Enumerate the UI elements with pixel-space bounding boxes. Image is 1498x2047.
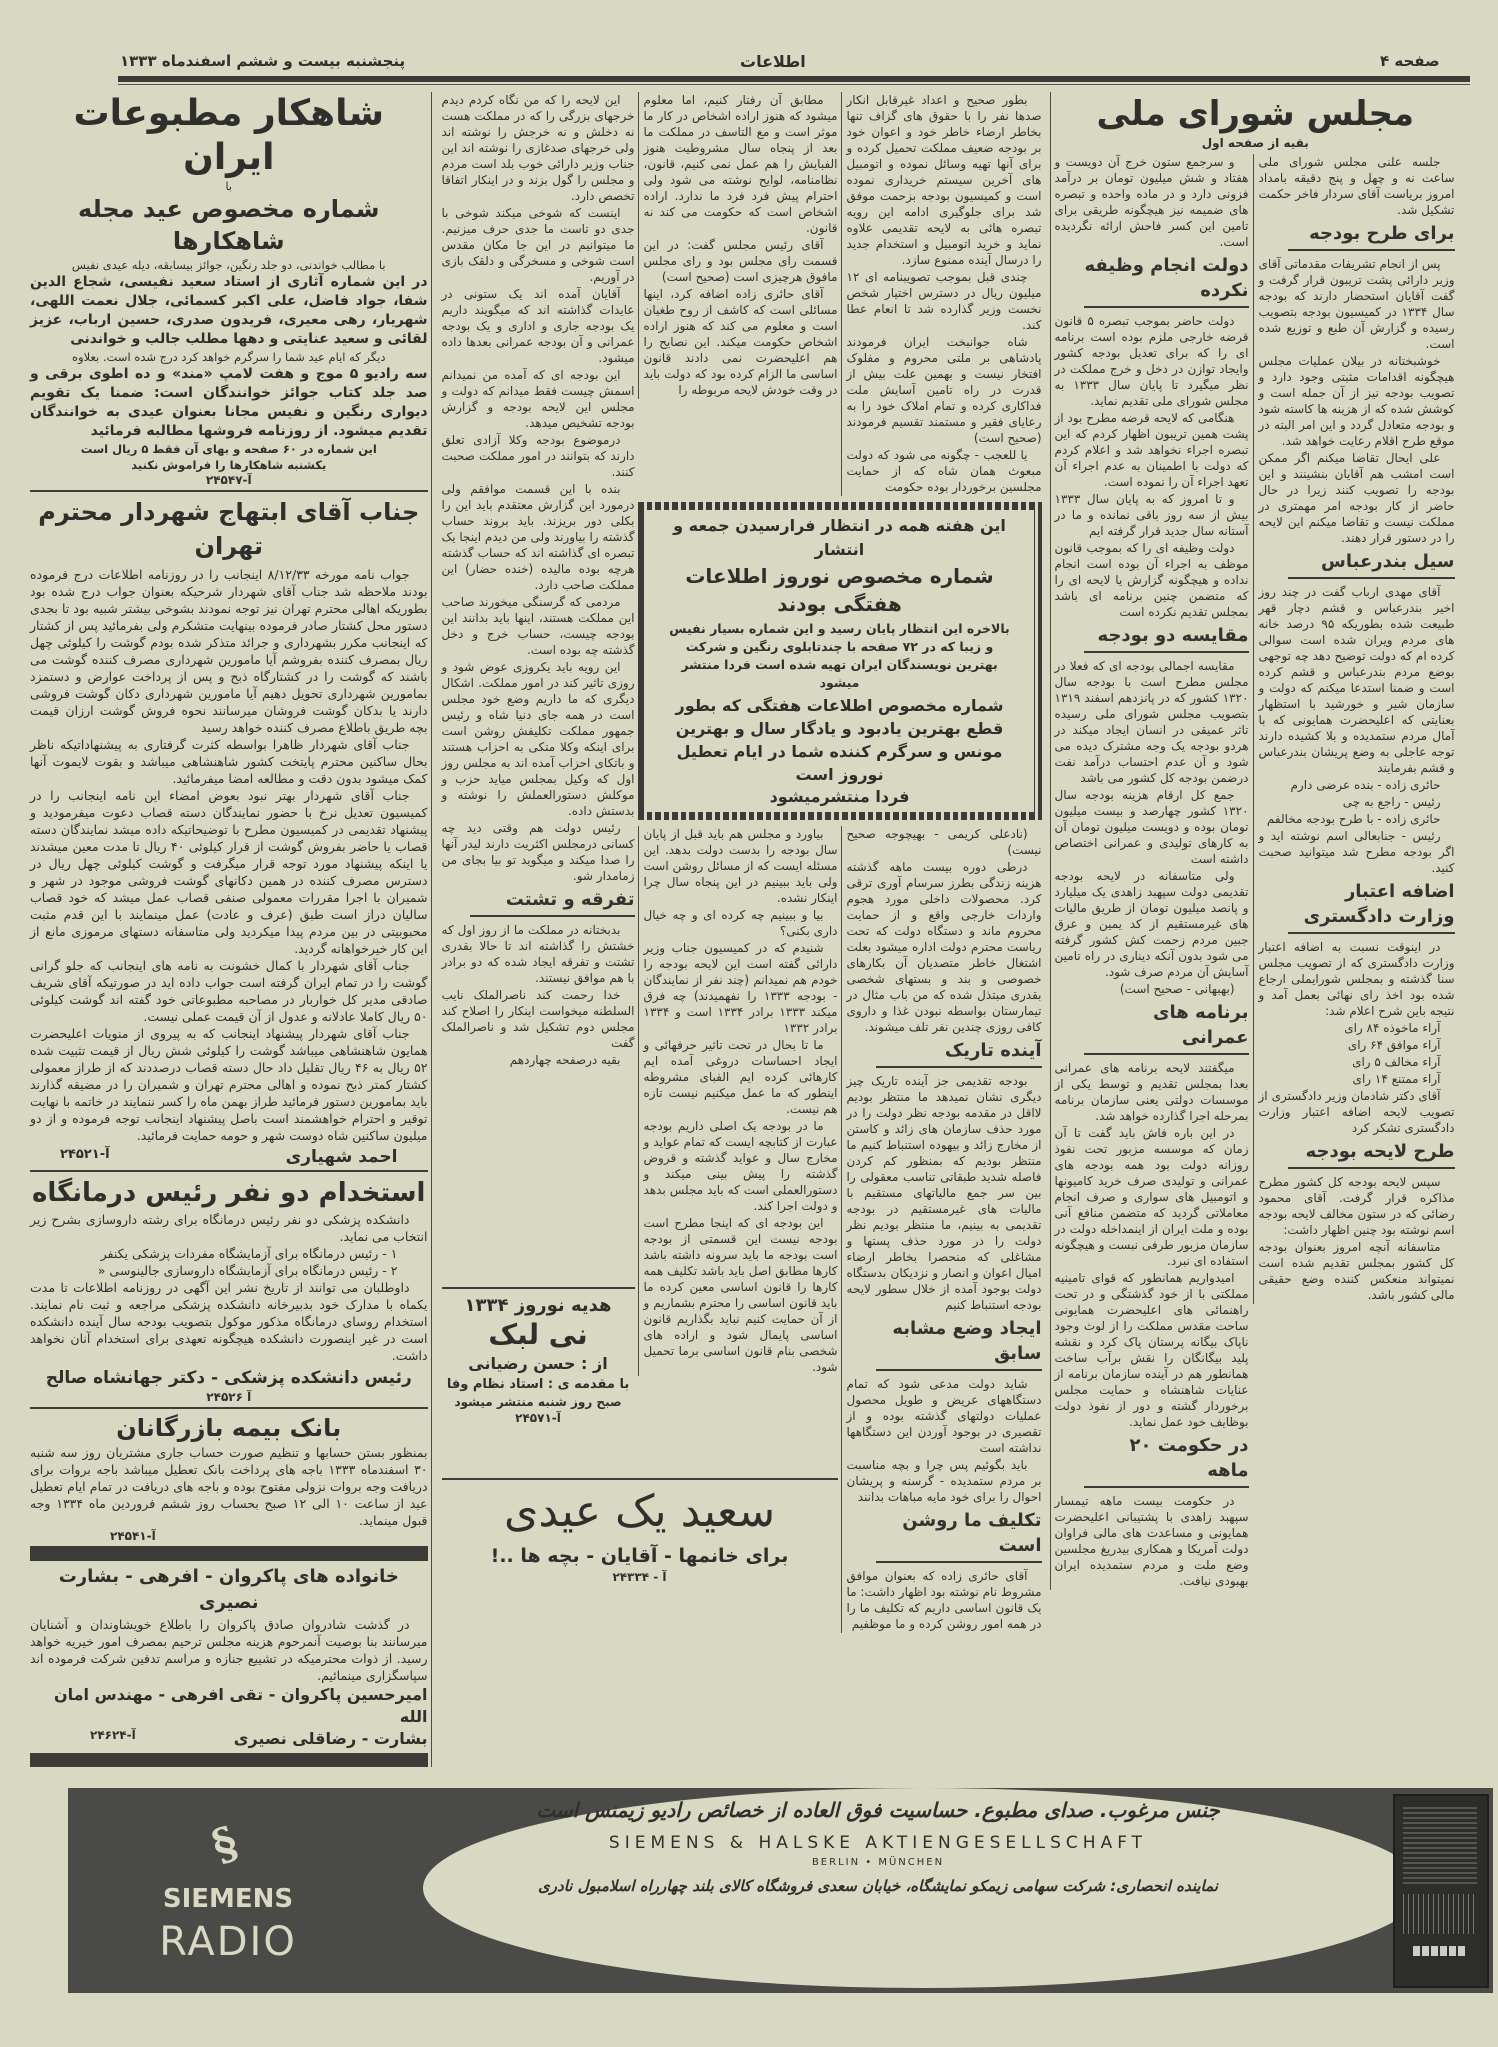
- article-paragraph: رئیس دولت هم وقتی دید چه کسانی درمجلس اکثریت دارند لیدر آنها را صدا میکند و میگوید تو بیا بجای من زمامدار شو.: [441, 821, 635, 883]
- article-paragraph: دولت وظیفه ای را که بموجب قانون موظف به اجراء آن بوده است انجام نداده و هیچگونه گزارش یا لایحه ای را که متضمن چنین برنامه ای باشد بمجلس تقدیم نکرده است: [1054, 541, 1249, 619]
- condolence-ad: [30, 1564, 428, 1750]
- article-column: [442, 92, 635, 1069]
- ney-date: صبح روز شنبه منتشر میشود: [454, 1395, 622, 1409]
- saeed-title: سعید یک عیدی: [503, 1486, 776, 1537]
- article-column: [1253, 154, 1455, 1304]
- issue-date: پنجشنبه بیست و ششم اسفندماه ۱۳۳۳: [120, 52, 406, 70]
- shahkar-with: با: [225, 180, 232, 193]
- weekly-special-announcement-box: [638, 502, 1042, 820]
- ad-code: آ-۲۴۵۲۱: [60, 1147, 110, 1162]
- shahkar-subtitle: شماره مخصوص عید مجله شاهکارها: [78, 195, 380, 255]
- article-paragraph: علی ایحال تقاضا میکنم اگر ممکن است امشب هم آقایان بنشینند و این بودجه را تصویب کنند زیرا در حال حاضر از کار بودجه امر مهمتری در مملکت نیست و تقاضا میکنم این لایحه را در دستور قرار دهند.: [1258, 451, 1455, 545]
- saeed-gift-ad: [442, 1478, 838, 1584]
- shahkar-ad: [30, 92, 428, 487]
- letter-paragraph: جناب آقای شهردار پیشنهاد اینجانب که به پیروی از منویات اعلیحضرت همایون شاهنشاهی میباشد گوشت را کیلوئی شش ریال از قیمت تثبیت شده ۵۲ ریال به ۴۶ ریال تقلیل داد حال دسته قصاب درصددند که از طراز معمولی کشتار کمتر ذبح نموده و اهالی محترم تهران و شمیران را در مضیقه گذارند باید بمامورین دستور فرمائید طراز بهمن ماه را کسر ننمایند در خاتمه با نهایت توقیر و احترام خواهشمند است باصل پیشنهاد اینجانب توجه فرموده و از دو میلیون ساکنین شاه دوست شهر و حومه حمایت فرمائید.: [30, 1026, 428, 1143]
- article-paragraph: امیدواریم همانطور که قوای تامینیه مملکتی با از خود گذشتگی و در تحت راهنمائی های اعلیحضرت همایونی ساحت مقدس مملکت را از لوث وجود ناپاک بیگانه پرستان پاک کرد و نقشه پلید بیگانگان را نقش برآب ساخت همانطور هم در آینده سازمان برنامه از عنایات شاهنشاه و حمایت مجلس برخوردار گشته و دور از نفوذ دولت بوظایف خود عمل نماید.: [1054, 1271, 1249, 1429]
- article-paragraph: آقای حائری زاده اضافه کرد، اینها مسائلی است که کاشف از روح طغیان است و معلوم می کند که هنوز اراده اشخاص حکومت میکند. این نصایح را هم اعلیحضرت نمی دادند قانون اساسی ما الزام کرده بود که دولت باید در وقت خودش لایحه مربوطه را: [643, 287, 838, 397]
- letter-paragraph: جواب نامه مورخه ۸/۱۲/۳۳ اینجانب را در روزنامه اطلاعات درج فرموده بودند ملاحظه شد جناب آقای شهردار شرحیکه بعنوان جواب درج شده بود بطوریکه اهالی محترم تهران نیز توجه نمودند بشوخی بیشتر شبیه بود تا بجدی دستور محل کشتار صادر فرموده بینهایت متشکرم ولی بفرمائید پس از کشتار که اینجانب مکرر بشهرداری و جرائد متذکر شده بودم گوشت را کیلوئی چهل ریال بمصرف کننده بفروشم آیا مامورین شهرداری مصرف کننده گوشت می باشند که گوشت را در کشتارگاه ذبح و پس از پرداخت عوارض و دستمزد بمامورین شهرداری تحویل دهیم آیا مامورین شهرداری دکان گوشت فروشی دارند یا بدکان گوشت فروشان میرسانند نحوه فروش گوشت ارزان قیمت بچه طریق باطلاع مصرف کننده خواهد رسید: [30, 567, 428, 735]
- section-heading: آینده تاریک: [876, 1038, 1042, 1068]
- article-paragraph: میگفتند لایحه برنامه های عمرانی بعدا بمجلس تقدیم و توسط یکی از موسسات دولتی یعنی سازمان برنامه بمرحله اجرا گذارده خواهد شد.: [1054, 1061, 1249, 1123]
- article-paragraph: سپس لایحه بودجه کل کشور مطرح مذاکره قرار گرفت. آقای محمود رضائی که در ستون مخالف لایحه بودجه اسم نوشته بود چنین اظهار داشت:: [1258, 1175, 1455, 1237]
- shahkar-body1: در این شماره آثاری از استاد سعید نفیسی، شجاع الدین شفا، جواد فاضل، علی اکبر کسمائی، جلال نعمت اللهی، شهریار، رهی معیری، فریدون صدری، حسین ارباب، عزیز لقائی و سعید عنایتی و دهها مطلب جالب و خواندنی: [30, 274, 428, 347]
- middle-columns: [442, 92, 1042, 1633]
- ney-title: نی لبک: [488, 1318, 588, 1351]
- section-heading: ایجاد وضع مشابه سابق: [876, 1316, 1042, 1371]
- condolence-body: در گذشت شادروان صادق پاکروان را باطلاع خویشاوندان و آشنایان میرسانند بنا بوصیت آنمرحوم هزینه مجلس ترحیم بمصرف امور خیریه خواهد رسید. از ذوات محترمیکه در تشییع جنازه و مراسم تدفین شرکت فرموده اند سپاسگزاری مینمائیم.: [30, 1617, 428, 1683]
- article-paragraph: شاه جوانبخت ایران فرمودند پادشاهی بر ملتی محروم و مفلوک افتخار نیست و بهمین علت بیش از قدرت در راه تامین آسایش ملت فداکاری کرده و تمام املاک خود را به رعایای فقیر و مستمند تقسیم فرمودند (صحیح است): [846, 335, 1042, 445]
- clinic-title: استخدام دو نفر رئیس درمانگاه: [32, 1178, 426, 1208]
- article-paragraph: و سرجمع ستون خرج آن دویست و هفتاد و شش میلیون تومان بر درآمد فزونی دارد و در ماده واحده و تبصره های ضمیمه نیز هیچگونه طریقی برای تامین این کسر فاحش ارائه نگردیده است.: [1054, 155, 1249, 249]
- article-paragraph: (بهبهانی - صحیح است): [1119, 982, 1235, 996]
- article-paragraph: درطی دوره بیست ماهه گذشته هزینه زندگی بطرز سرسام آوری ترقی کرد. محصولات داخلی مورد هجوم واردات خارجی واقع و از حمایت محروم ماند و دستگاه دولت که تحت ریاست محترم دولت اداره میشود بعلت اشتغال خاطر متصدیان آن بکارهای خصوصی و بند و بستهای شخصی بقدری مبتذل شده که من باب مثال در تیمارستان بواسطه نبودن غذا و داروی کافی روزی چندین نفر تلف میشوند.: [846, 860, 1042, 1034]
- article-paragraph: جمع کل ارقام هزینه بودجه سال ۱۳۲۰ کشور چهارصد و بیست میلیون تومان بوده و دویست میلیون تومان آن به کارهای تولیدی و عمرانی اختصاص داشته است: [1054, 788, 1249, 866]
- article-paragraph: آقای رئیس مجلس گفت: در این قسمت رای مجلس بود و رای مجلس مافوق هرچیزی است (صحیح است): [643, 238, 838, 284]
- section-heading: دولت انجام وظیفه نکرده: [1084, 253, 1249, 308]
- letter-paragraph: جناب آقای شهردار با کمال خشونت به نامه های اینجانب که جلو گرانی گوشت را در تمام ایران گرفته است جواب داده اید در صورتیکه آقای شریف صادقی مدیر کل خواربار در مصاحبه مطبوعاتی خود گفته اند گوشت کیلوئی ۵۰ ریال کاملا عادلانه و عدول از آن قیمت عملی نیست.: [30, 958, 428, 1024]
- section-heading: در حکومت ۲۰ ماهه: [1084, 1433, 1249, 1488]
- siemens-logo-icon: §: [205, 1816, 245, 1873]
- article-paragraph: این لایحه را که من نگاه کردم دیدم خرجهای بزرگی را که در مملکت هست نه دخلش و نه خرجش را نوشته اند ولی خرجهای صدغازی را نوشته اند این جناب وزیر دارائی خوب بلد است مردم و مجلس را گول بزند و در اینکار اتفاقا تخصص دارد.: [441, 93, 635, 203]
- ad-code: آ-۲۴۵۴۱: [110, 1529, 156, 1543]
- article-paragraph: اینست که شوخی میکند شوخی با جدی دو تاست ما جدی حرف میزنیم. ما میتوانیم در این جا مکان مقدس است شوخی و مسخرگی و دلقک بازی در آوریم.: [441, 206, 635, 284]
- article-paragraph: بیا و ببینیم چه کرده ای و چه خیال داری بکنی؟: [643, 908, 838, 938]
- article-paragraph: در این باره فاش باید گفت تا آن زمان که موسسه مزبور تحت نفوذ روزانه دولت بود همه بودجه های عمرانی و تولیدی صرف خرید کامیونها و اتومبیل های سواری و صرف انجام معاملاتی گردید که متضمن منافع آنی بوده و ملت ایران از اینمداخله دولت در سازمان مزبور طرفی نبست و هیچگونه استفاده ای نبرد.: [1054, 1126, 1249, 1268]
- article-paragraph: و تا امروز که به پایان سال ۱۳۳۳ بیش از سه روز باقی نمانده و ما در آستانه سال جدید قرار گرفته ایم: [1054, 492, 1249, 538]
- condolence-signature: امیرحسین پاکروان - تقی افرهی - مهندس امان الله: [53, 1685, 428, 1726]
- clinic-item: ۲ - رئیس درمانگاه برای آزمایشگاه داروسازی جالینوسی «: [97, 1263, 398, 1278]
- saeed-tagline: برای خانمها - آقایان - بچه ها ..!: [490, 1545, 789, 1567]
- article-paragraph: آراء ممتنع ۱۴ رای: [1352, 1072, 1441, 1086]
- box-line1: این هفته همه در انتظار فرارسیدن جمعه و انتشار: [673, 516, 1006, 559]
- parliament-report: [1050, 92, 1456, 1590]
- article-paragraph: آقای حائری زاده که بعنوان موافق مشروط نام نوشته بود اظهار داشت: ما یک قانون اساسی داریم که تکلیف ما را در همه امور روشن کرده و ما موظفیم: [846, 1569, 1042, 1631]
- article-paragraph: بنده با این قسمت موافقم ولی درمورد این گزارش معتقدم باید این را بکلی دور بریزند. باید بروند حساب گذشته را بیاورند ولی من دیدم اینجا یک تبصره ای گذاشته اند که حساب گذشته هرچه بوده مالیده (خنده حضار) این مملکت صاحب دارد.: [441, 482, 635, 592]
- article-paragraph: (نادعلی کریمی - بهیچوجه صحیح نیست): [846, 827, 1042, 857]
- masthead: [0, 0, 1498, 92]
- section-heading: تکلیف ما روشن است: [876, 1508, 1042, 1563]
- ebtehaj-letter-ad: [30, 495, 428, 1167]
- article-paragraph: بطور صحیح و اعداد غیرقابل انکار صدها نفر را با حقوق های گزاف تنها بخاطر ارضاء خاطر خود و اعوان خود بر بودجه ضعیف مملکت تحمیل کرده و برای آنها تهیه وسائل نموده و اتومبیل های آخرین سیستم خریداری نموده است و کمیسیون بودجه بزحمت موفق شد برای جلوگیری ادامه این رویه تبصره هائی به لایحه تقدیمی علاوه نماید و خرید اتومبیل و استخدام جدید را درسال آینده ممنوع سازد.: [846, 93, 1042, 267]
- siemens-headline: جنس مرغوب. صدای مطبوع. حساسیت فوق العاده از خصائص رادیو زیمنس است: [536, 1798, 1220, 1822]
- siemens-text-block: [488, 1796, 1268, 1897]
- article-paragraph: هنگامی که لایحه قرضه مطرح بود از پشت همین تریبون اظهار کردم که این تبصره اجراء نخواهد شد و اعلام کردم که دولت با اطمینان به عدم اجراء آن تعهد اجراء آن را نموده است.: [1054, 411, 1249, 489]
- box-body: بالاخره این انتظار پایان رسید و این شماره بسیار نفیس و زیبا که در ۷۲ صفحه با چندتابلوی رنگین و شرکت بهترین نویسندگان ایران تهیه شده است فردا منتشر میشود: [669, 621, 1010, 690]
- section-heading: مقایسه دو بودجه: [1084, 623, 1249, 653]
- ad-separator: [30, 1170, 428, 1172]
- siemens-radio-ad: [68, 1788, 1493, 1993]
- bank-title: بانک بیمه بازرگانان: [116, 1414, 342, 1442]
- shahkar-line2: دیگر که ایام عید شما را سرگرم خواهد کرد درج شده است. بعلاوه: [72, 350, 386, 364]
- clinic-body: داوطلبان می توانند از تاریخ نشر این آگهی در روزنامه اطلاعات تا مدت یکماه با مدارک خود بدبیرخانه دانشکده پزشکی مراجعه و ثبت نام نمایند. استخدام روسای درمانگاه مذکور موکول بتصویب بودجه سال آینده دانشکده است در غیر اینصورت دانشکده هیچگونه تعهدی برای استخدام آنان نخواهد داشت.: [30, 1280, 428, 1363]
- article-paragraph: ما تا بحال در تحت تاثیر حرفهائی و ایجاد احساسات دروغی آمده ایم کارهائی کرده ایم الفبای مشروطه اینطور که ما عمل میکنیم نیست تازه هم نیست.: [643, 1038, 838, 1116]
- article-column: [638, 826, 838, 1376]
- article-paragraph: بیاورد و مجلس هم باید قبل از پایان سال بودجه را بدست دولت بدهد. این مسئله ایست که از مسائل روشن است ولی باید ببینیم در این پنجاه سال چرا اینکار نشده.: [643, 827, 838, 905]
- black-separator-bar: [30, 1546, 428, 1561]
- ads-column: [30, 92, 432, 1767]
- section-heading: اضافه اعتبار وزارت دادگستری: [1288, 879, 1455, 934]
- section-heading: سیل بندرعباس: [1288, 549, 1455, 579]
- condolence-signature: بشارت - رضاقلی نصیری: [233, 1729, 428, 1748]
- article-paragraph: بودجه تقدیمی جز آینده تاریک چیز دیگری نشان نمیدهد ما منتظر بودیم لااقل در مقدمه بودجه نظر دولت را در مورد حذف سازمان های زائد و کاستن از مخارج زائد و بیهوده استنباط کنیم ما منتظر بودیم که بمنظور کم کردن فاصله شدید طبقاتی تناسب معقولی را بین سر جمع مالیاتهای مستقیم با مالیات های غیرمستقیم در بودجه تقدیمی به بینیم، ما منتظر بودیم نظر دولت را در مورد حذف پستها و مشاغلی که منحصرا بخاطر ارضاء امیال اعوان و انصار و نزدیکان بدستگاه دولت بوجود آمده از خلال سطور لایحه بودجه استنباط کنیم: [846, 1074, 1042, 1312]
- box-last-line: فردا منتشرمیشود: [769, 787, 910, 806]
- article-column: [1055, 154, 1249, 1590]
- box-line2: شماره مخصوص نوروز اطلاعات هفتگی بودند: [685, 564, 994, 616]
- article-paragraph: این بودجه ای که اینجا مطرح است بودجه نیست این قسمتی از بودجه است بودجه ما باید سرونه داشته باشد کارها مطابق اصل باید باشد تکلیف همه کارها را قانون اساسی معین کرده ما باید قانون اساسی را محترم بشماریم و از آن حمایت کنیم نباید بگذاریم قانون اساسی پایمال شود و اراده های شخصی بنام قانون اساسی برما تحمیل شود.: [643, 1216, 838, 1374]
- letter-paragraph: جناب آقای شهردار ظاهرا بواسطه کثرت گرفتاری به پیشنهاداتیکه ناظر بحال ساکنین محترم پایتخت کشور شاهنشاهی میباشد و بقوت لایموت آنها کمک میشود بدون دقت و مطالعه امضا میفرمائید.: [30, 737, 428, 786]
- shahkar-line4: یکشنبه شاهکارها را فراموش نکنید: [131, 458, 327, 472]
- article-paragraph: در اینوقت نسبت به اضافه اعتبار وزارت دادگستری که از تصویب مجلس سنا گذشته و بمجلس شورایملی ارجاع شده بود اخذ رای نهائی بعمل آمد و نتیجه باین شرح اعلام شد:: [1258, 940, 1455, 1018]
- black-separator-bar: [30, 1753, 428, 1767]
- clinic-hiring-ad: [30, 1175, 428, 1404]
- ebtehaj-title: جناب آقای ابتهاج شهردار محترم تهران: [38, 498, 420, 560]
- article-paragraph: آراء موافق ۶۴ رای: [1347, 1038, 1441, 1052]
- article-column: [841, 92, 1042, 496]
- article-paragraph: حائری زاده - بنده عرضی دارم: [1290, 778, 1441, 792]
- article-paragraph: یا للعجب - چگونه می شود که دولت مبعوث همان شاه که از حمایت مجلسین برخوردار بوده حکومت: [846, 448, 1042, 494]
- article-paragraph: رئیس - راجع به چی: [1342, 795, 1441, 809]
- article-paragraph: جلسه علنی مجلس شورای ملی ساعت نه و چهل و پنج دقیقه بامداد امروز بریاست آقای سردار فاخر حکمت تشکیل شد.: [1258, 155, 1455, 217]
- article-paragraph: مقایسه اجمالی بودجه ای که فعلا در مجلس مطرح است با بودجه سال ۱۳۲۰ کشور که در پانزدهم اسفند ۱۳۱۹ بتصویب مجلس شورای ملی رسیده تاثر عمیقی در انسان ایجاد میکند در هردو بودجه یک وجه مشترک دیده می شود و آن عدم احتساب درآمد نفت درضمن بودجه کل کشور می باشد: [1054, 659, 1249, 785]
- article-column: [638, 92, 838, 399]
- siemens-agent: نماینده انحصاری: شرکت سهامی زیمکو نمایشگاه، خیابان سعدی فروشگاه کالای بلند چهارراه اسلامبول نادری: [538, 1877, 1218, 1895]
- newspaper-name: اطلاعات: [740, 52, 806, 71]
- article-paragraph: شاید دولت مدعی شود که تمام دستگاههای عریض و طویل محصول عملیات دولتهای گذشته بوده و از تقصیری در بوجود آوردن این دستگاهها نداشته است: [846, 1377, 1042, 1455]
- article-paragraph: چندی قبل بموجب تصویبنامه ای ۱۲ میلیون ریال در دسترس اختیار شخص نخست وزیر گذارده شد تا انعام عطا کند.: [846, 270, 1042, 332]
- article-paragraph: در حکومت بیست ماهه تیمسار سپهبد زاهدی با پشتیبانی اعلیحضرت همایونی و مساعدت های مالی فراوان دولت آمریکا و همکاری بیدریغ مجلسین وضع ملت و مردم ستمدیده ایران بهبودی نیافت.: [1054, 1494, 1249, 1588]
- article-paragraph: آقای مهدی ارباب گفت در چند روز اخیر بندرعباس و قشم دچار قهر طبیعت شده بطوریکه ۹۵ درصد خانه های مردم ویران شده است سوالی کرده ام که دولت توضیح دهد چه توجهی بوضع مردم بندرعباس و قشم کرده است و ضمنا استدعا میکنم که دولت و سازمان شیر و خورشید با استظهار بعنایتی که اعلیحضرت همایونی که با آمال مردم ستمدیده و بلا کشیده دارند توجه عاجلی به وضع پریشان بندرعباس و قشم بفرمایند: [1258, 585, 1455, 775]
- majlis-header: [1055, 92, 1456, 150]
- article-paragraph: باید بگوئیم پس چرا و بچه مناسبت بر مردم ستمدیده - گرسنه و پریشان احوال را برای خود مایه مباهات بدانند: [846, 1458, 1042, 1504]
- ad-separator: [30, 1407, 428, 1409]
- shahkar-body2: سه رادیو ۵ موج و هفت لامپ «مند» و ده اطوی برقی و صد جلد کتاب جوائز خوانندگان است: ضمنا یک تقویم دیواری رنگین و نفیس مجانا بعنوان عیدی به خوانندگان تقدیم میشود. از روزنامه فروشها مطالبه فرمائید: [30, 366, 428, 439]
- article-paragraph: خدا رحمت کند ناصرالملک نایب السلطنه میخواست اینکار را اصلاح کند مجلس دوم تشکیل شد و ناصرالملک گفت: [441, 988, 635, 1050]
- bank-notice-ad: [30, 1412, 428, 1543]
- article-paragraph: ما در بودجه یک اصلی داریم بودجه عبارت از کتابچه ایست که تمام عواید و مخارج سال و عواید گذشته و قروض گذشته را پیش بینی میکند و دستورالعملی است که باید مجلس بدهد و دولت اجرا کند.: [643, 1119, 838, 1213]
- clinic-item: ۱ - رئیس درمانگاه برای آزمایشگاه مفردات پزشکی یکنفر: [100, 1246, 398, 1261]
- siemens-cities: BERLIN • MÜNCHEN: [811, 1857, 945, 1868]
- bank-body: بمنظور بستن حسابها و تنظیم صورت حساب جاری مشتریان روز سه شنبه ۳۰ اسفندماه ۱۳۳۳ باجه های پرداخت بانک تعطیل میباشد باجه بروات برای دریافت وجه بروات نزولی مفتوح بوده و باجه های دریافت در تمام ایام تعطیل عید از ساعت ۱۰ الی ۱۲ صبح بحساب روز ششم فروردین ماه ۱۳۳۴ وجه قبول مینماید.: [30, 1445, 428, 1528]
- article-paragraph: مطابق آن رفتار کنیم، اما معلوم میشود که هنوز اراده اشخاص در کار ما موثر است و مع التاسف در مملکت ما بعد از پنجاه سال مشروطیت هنوز الفبایش را هم عمل نمی کنیم، قانون، نظامنامه، لوایح نوشته می شود ولی احترام پیش فرد فرد ما ندارد. اراده اشخاص است که حکومت می کند نه قانون.: [643, 93, 838, 235]
- clinic-signature: رئیس دانشکده پزشکی - دکتر جهانشاه صالح: [45, 1368, 412, 1388]
- section-heading: تفرقه و تشتت: [470, 887, 634, 917]
- siemens-product: RADIO: [159, 1919, 297, 1965]
- article-paragraph: درموضوع بودجه وکلا آزادی تعلق دارند که بتوانند در امور مملکت صحبت کنند.: [441, 433, 635, 479]
- ney-author: از : حسن رضیانی: [468, 1354, 608, 1373]
- ney-gift-line: هدیه نوروز ۱۳۳۴: [464, 1295, 612, 1316]
- ad-code: آ-۲۴۵۷۱: [515, 1411, 561, 1425]
- masthead-rule: [118, 76, 1470, 82]
- condolence-title: خانواده های پاکروان - افرهی - بشارت نصیری: [58, 1566, 399, 1613]
- section-heading: برنامه های عمرانی: [1084, 1000, 1249, 1055]
- letter-paragraph: جناب آقای شهردار بهتر نبود بعوض امضاء این نامه اینجانب را در کمیسیون تعدیل نرخ با حضور نمایندگان دسته قصاب دعوت میفرمودید و پیشنهاد تقدیمی در کمیسیون مطرح با توضیحاتیکه داده میشد نمایندگان دسته قصاب یا حاضر بفروش گوشت از قرار کیلوئی ۴۰ ریال تا مدت معین میشدند یا اینکه پیشنهاد مورد توجه قرار میگرفت و گوشت کیلوئی چهل ریال در دسترس مصرف کننده در همین دکانهای گوشت فروشی موجود در شهر و شمیران با اجرا مقررات معمولی صنفی قصاب عمل میشد که خود قصاب سالیان دراز است طبق (عرف و عادت) عمل مینمایند با این قدم مثبت محبوبیتی در بین مردم پیدا میکردید ولی متاسفانه دستهای مرموزی مانع از این کار خیرخواهانه گردید.: [30, 788, 428, 956]
- ad-code: آ-۲۴۶۲۴: [90, 1728, 136, 1742]
- shahkar-line1: با مطالب خواندنی، دو جلد رنگین، جوائز بیسابقه، دیله عیدی نفیس: [71, 258, 386, 272]
- radio-illustration-icon: [1393, 1794, 1489, 1988]
- article-paragraph: رئیس - جنابعالی اسم نوشته اید و اگر بودجه مطرح شد میتوانید صحبت کنید.: [1258, 829, 1455, 875]
- article-paragraph: آراء مخالف ۵ رای: [1352, 1055, 1441, 1069]
- article-paragraph: آقایان آمده اند یک ستونی در عایدات گذاشته اند که میگویند داریم یک بودجه جاری و اداری و یک بودجه عمرانی و آن بودجه عمرانی بعدها داده میشود.: [441, 287, 635, 365]
- section-heading: برای طرح بودجه: [1288, 221, 1455, 251]
- shahkar-title: شاهکار مطبوعات ایران: [73, 93, 384, 178]
- ney-labak-book-ad: [442, 1287, 635, 1425]
- ad-code: آ-۲۴۵۴۷: [205, 473, 252, 487]
- article-paragraph: دولت حاضر بموجب تبصره ۵ قانون قرضه خارجی ملزم بوده است برنامه ای را که برای تعدیل بودجه کشور وایجاد توازن در دخل و خرج مملکت در نظر میگیرد تا پایان سال ۱۳۳۳ به مجلس شورای ملی تقدیم نماید.: [1054, 314, 1249, 408]
- ad-separator: [30, 490, 428, 492]
- clinic-intro: دانشکده پزشکی دو نفر رئیس درمانگاه برای رشته داروسازی بشرح زیر انتخاب می نماید.: [30, 1212, 428, 1244]
- ney-intro: با مقدمه ی : استاد نظام وفا: [446, 1377, 630, 1392]
- page-body: [30, 92, 1456, 1782]
- article-paragraph: مردمی که گرسنگی میخورند صاحب این مملکت هستند، اینها باید بدانند این بودجه چیست، حساب خرج و دخل گذشته چه بوده است.: [441, 595, 635, 657]
- siemens-company: SIEMENS & HALSKE AKTIENGESELLSCHAFT: [608, 1833, 1148, 1853]
- letter-signature: احمد شهیاری: [285, 1147, 398, 1167]
- article-paragraph: آقای دکتر شادمان وزیر دادگستری از تصویب لایحه اضافه اعتبار وزارت دادگستری تشکر کرد: [1258, 1089, 1455, 1135]
- ad-code: آ - ۲۴۳۳۴: [612, 1570, 667, 1584]
- page-number: صفحه ۴: [1380, 52, 1440, 70]
- section-heading: طرح لایحه بودجه: [1288, 1139, 1455, 1169]
- article-paragraph: متاسفانه آنچه امروز بعنوان بودجه کل کشور بمجلس تقدیم شده است نمیتواند منعکس کننده وضع حقیقی مالی کشور باشد.: [1258, 1240, 1455, 1302]
- article-paragraph: آراء ماخوذه ۸۴ رای: [1344, 1021, 1441, 1035]
- majlis-title: مجلس شورای ملی: [1096, 94, 1415, 134]
- siemens-brand: SIEMENS: [162, 1884, 294, 1914]
- article-paragraph: بدبختانه در مملکت ما از روز اول که خشتش را گذاشته اند تا حالا بقدری تشتت و تفرقه ایجاد شده که دو برادر با هم موافق نیستند.: [441, 923, 635, 985]
- article-paragraph: حائری زاده - با طرح بودجه مخالفم: [1266, 812, 1441, 826]
- box-highlight: شماره مخصوص اطلاعات هفتگی که بطور قطع بهترین یادبود و یادگار سال و بهترین مونس و سرگرم کننده شما در ایام تعطیل نوروز است: [675, 696, 1004, 784]
- ad-code: آ ۲۴۵۲۶: [206, 1390, 252, 1404]
- article-paragraph: این بودجه ای که آمده من نمیدانم اسمش چیست فقط میدانم که دولت و مجلس این لایحه بودجه و گزارش بودجه تشخیص میدهد.: [441, 368, 635, 430]
- article-column: [841, 826, 1042, 1633]
- article-paragraph: پس از انجام تشریفات مقدماتی آقای وزیر دارائی پشت تریبون قرار گرفت و گفت آقایان استحضار دارند که بودجه سال ۱۳۳۴ در کمیسیون بودجه بتصویب رسیده و گزارش آن طبع و توزیع شده است.: [1258, 257, 1455, 351]
- article-paragraph: شنیدم که در کمیسیون جناب وزیر دارائی گفته است این لایحه بودجه را خودم هم نمیدانم (چند نفر از نمایندگان - بودجه ۱۳۳۳ را نفهمیدند) چه فرق میکند ۱۳۳۳ برادر ۱۳۳۴ است و ۱۳۳۴ برادر ۱۳۳۲: [643, 941, 838, 1035]
- majlis-subtitle: بقیه از صفحه اول: [1201, 136, 1309, 150]
- article-paragraph: خوشبختانه در بیلان عملیات مجلس هیچگونه اقدامات مثبتی وجود دارد و تصویب بودجه نیز از آن جمله است و کوشش شده که از هزینه ها کاسته شود و بودجه متعادل گردد و این امر البته در موقع طرح اقلام رعایت خواهد شد.: [1258, 354, 1455, 448]
- article-paragraph: این رویه باید یکروزی عوض شود و روزی تاثیر کند در امور مملکت. اشکال دیگری که ما داریم وضع خود مجلس است در همه جای دنیا شاه و رئیس جمهور مملکت تکلیفش روشن است برای اینکه وکلا متکی به احزاب هستند و باتکای احزاب آمده اند به مجلس روز اول که وکیل بمجلس میاید حزب و موکلش دستورالعملش را نوشته و بدستش داده.: [441, 660, 635, 818]
- shahkar-line3: این شماره در ۶۰ صفحه و بهای آن فقط ۵ ریال است: [80, 442, 377, 456]
- article-paragraph: ولی متاسفانه در لایحه بودجه تقدیمی دولت سپهبد زاهدی یک میلیارد و پانصد میلیون تومان از طریق مالیات های غیرمستقیم از کد یمین و عرق جبین مردم زحمت کش کشور گرفته می شود بدون آنکه دیناری در راه تامین آسایش آن مردم صرف شود.: [1054, 869, 1249, 979]
- article-paragraph: بقیه درصفحه چهاردهم: [509, 1053, 621, 1067]
- masthead-rule-thin: [118, 84, 1470, 85]
